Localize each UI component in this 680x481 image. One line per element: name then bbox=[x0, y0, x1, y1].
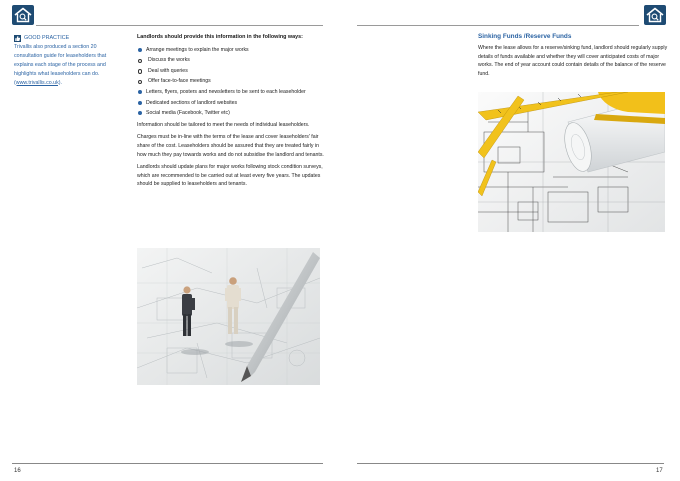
paragraph: Landlords should update plans for major works following stock condition surveys, which are recommended to be carried out at least every five years. The updates should be supplied to leaseholders and tenants. bbox=[137, 164, 323, 188]
bullet-dot bbox=[138, 111, 142, 115]
list-item bbox=[137, 109, 327, 118]
sub-list-item bbox=[137, 77, 327, 86]
sub-list-item bbox=[137, 67, 327, 76]
sub-bullet-text: Deal with queries bbox=[148, 67, 188, 74]
sub-bullet-ring bbox=[138, 69, 142, 73]
good-practice-body: Trivallis also produced a section 20 consultation guide for leaseholders that explains each stage of the process and highlights what leaseholders can do. bbox=[14, 43, 107, 77]
list-item bbox=[137, 99, 327, 108]
architect-figures-photo bbox=[137, 248, 320, 385]
blueprint-tools-photo bbox=[478, 92, 665, 232]
sub-bullet-ring bbox=[138, 80, 142, 84]
page-number: 16 bbox=[14, 468, 21, 474]
page-number: 17 bbox=[656, 468, 663, 474]
sub-list-item bbox=[137, 56, 327, 65]
home-search-icon[interactable] bbox=[12, 5, 34, 25]
good-practice-header bbox=[14, 34, 126, 43]
good-practice-text bbox=[14, 43, 126, 88]
bullet-dot bbox=[138, 48, 142, 52]
trivallis-link[interactable]: (www.trivallis.co.uk) bbox=[14, 79, 61, 86]
header-rule bbox=[357, 25, 639, 26]
thumbs-up-icon bbox=[14, 35, 21, 42]
header-rule bbox=[36, 25, 323, 26]
section-heading: Landlords should provide this information in the following ways: bbox=[137, 34, 303, 40]
list-item bbox=[137, 88, 327, 97]
bullet-text: Social media (Facebook, Twitter etc) bbox=[146, 110, 230, 117]
good-practice-title: GOOD PRACTICE bbox=[24, 35, 70, 41]
sub-bullet-text: Offer face-to-face meetings bbox=[148, 78, 211, 85]
footer-rule bbox=[357, 463, 664, 464]
bullet-dot bbox=[138, 90, 142, 94]
sub-bullet-ring bbox=[138, 59, 142, 63]
bullet-text: Dedicated sections of landlord websites bbox=[146, 99, 238, 106]
paragraph: Information should be tailored to meet the needs of individual leaseholders. bbox=[137, 121, 310, 128]
home-search-icon[interactable] bbox=[644, 5, 666, 25]
bullet-dot bbox=[138, 101, 142, 105]
methods-list bbox=[137, 46, 327, 118]
list-item bbox=[137, 46, 327, 55]
footer-rule bbox=[12, 463, 323, 464]
bullet-text: Letters, flyers, posters and newsletters to be sent to each leaseholder bbox=[146, 88, 306, 95]
good-practice-box bbox=[14, 34, 126, 87]
paragraph: Charges must be in-line with the terms of the lease and cover leaseholders' fair share of the cost. Leaseholders should be assured that they are treated fairly in how much they pay towards works and do not subsidise the landlord and tenants. bbox=[137, 134, 324, 158]
section-title: Sinking Funds /Reserve Funds bbox=[478, 33, 572, 40]
bullet-text: Arrange meetings to explain the major works bbox=[146, 46, 249, 53]
sub-bullet-text: Discuss the works bbox=[148, 57, 190, 64]
main-column bbox=[137, 33, 327, 193]
link-suffix: . bbox=[60, 79, 62, 86]
section-body: Where the lease allows for a reserve/sinking fund, landlord should regularly supply details of funds available and whether they will cover anticipated costs of major works. The end of year account could contain details of the balance of the reserve fund. bbox=[478, 45, 668, 77]
